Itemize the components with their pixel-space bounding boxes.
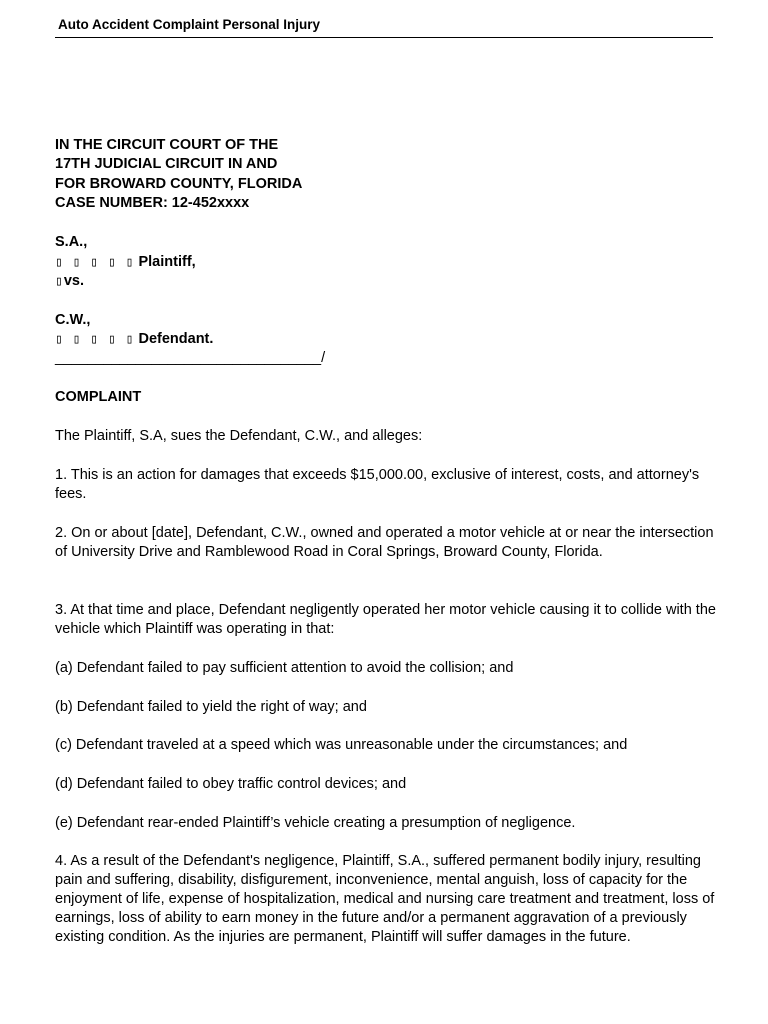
plaintiff-name: S.A., (55, 234, 88, 250)
allegation-c: (c) Defendant traveled at a speed which was unreasonable under the circumstances; and (55, 737, 628, 753)
court-line-2: 17TH JUDICIAL CIRCUIT IN AND (55, 156, 278, 172)
plaintiff-label: Plaintiff, (138, 254, 196, 270)
paragraph-1: 1. This is an action for damages that exceeds $15,000.00, exclusive of interest, costs, and attorney's fees. (55, 467, 700, 502)
defendant-line (55, 330, 213, 349)
allegation-b: (b) Defendant failed to yield the right of way; and (55, 699, 367, 715)
defendant-name: C.W., (55, 312, 91, 328)
allegation-a: (a) Defendant failed to pay sufficient attention to avoid the collision; and (55, 660, 514, 676)
complaint-heading: COMPLAINT (55, 389, 142, 405)
missing-glyph-icons: ▯ ▯ ▯ ▯ ▯ (55, 255, 135, 270)
paragraph-3: 3. At that time and place, Defendant negligently operated her motor vehicle causing it to collide with the vehicle which Plaintiff was operating in that: (55, 602, 716, 637)
missing-glyph-icons: ▯ ▯ ▯ ▯ ▯ (55, 332, 135, 347)
paragraph-4: 4. As a result of the Defendant's negligence, Plaintiff, S.A., suffered permanent bodily injury, resulting pain and suffering, disability, disfigurement, inconvenience, mental anguish, loss of capacity for the enjoyment of life, expense of hospitalization, medical and nursing care treatment and treatment, loss of earnings, loss of ability to earn money in the future and/or a permanent aggravation of a previously existing condition. As the injuries are permanent, Plaintiff will suffer damages in the future. (55, 853, 715, 945)
versus-label: vs. (63, 273, 84, 289)
court-line-1: IN THE CIRCUIT COURT OF THE (55, 137, 279, 153)
defendant-label: Defendant. (138, 331, 214, 347)
versus-line (55, 272, 84, 291)
case-number: CASE NUMBER: 12-452xxxx (55, 195, 250, 211)
plaintiff-line (55, 253, 196, 272)
paragraph-2: 2. On or about [date], Defendant, C.W., owned and operated a motor vehicle at or near the intersection of University Drive and Ramblewood Road in Coral Springs, Broward County, Florida. (55, 525, 714, 560)
intro-paragraph: The Plaintiff, S.A, sues the Defendant, C.W., and alleges: (55, 428, 423, 444)
allegation-e: (e) Defendant rear-ended Plaintiff’s vehicle creating a presumption of negligence. (55, 815, 576, 831)
signature-rule: _________________________________/ (55, 350, 326, 366)
allegation-d: (d) Defendant failed to obey traffic control devices; and (55, 776, 407, 792)
document-header-title: Auto Accident Complaint Personal Injury (58, 17, 321, 32)
page-header (55, 17, 713, 38)
court-line-3: FOR BROWARD COUNTY, FLORIDA (55, 176, 303, 192)
missing-glyph-icon: ▯ (55, 274, 64, 289)
